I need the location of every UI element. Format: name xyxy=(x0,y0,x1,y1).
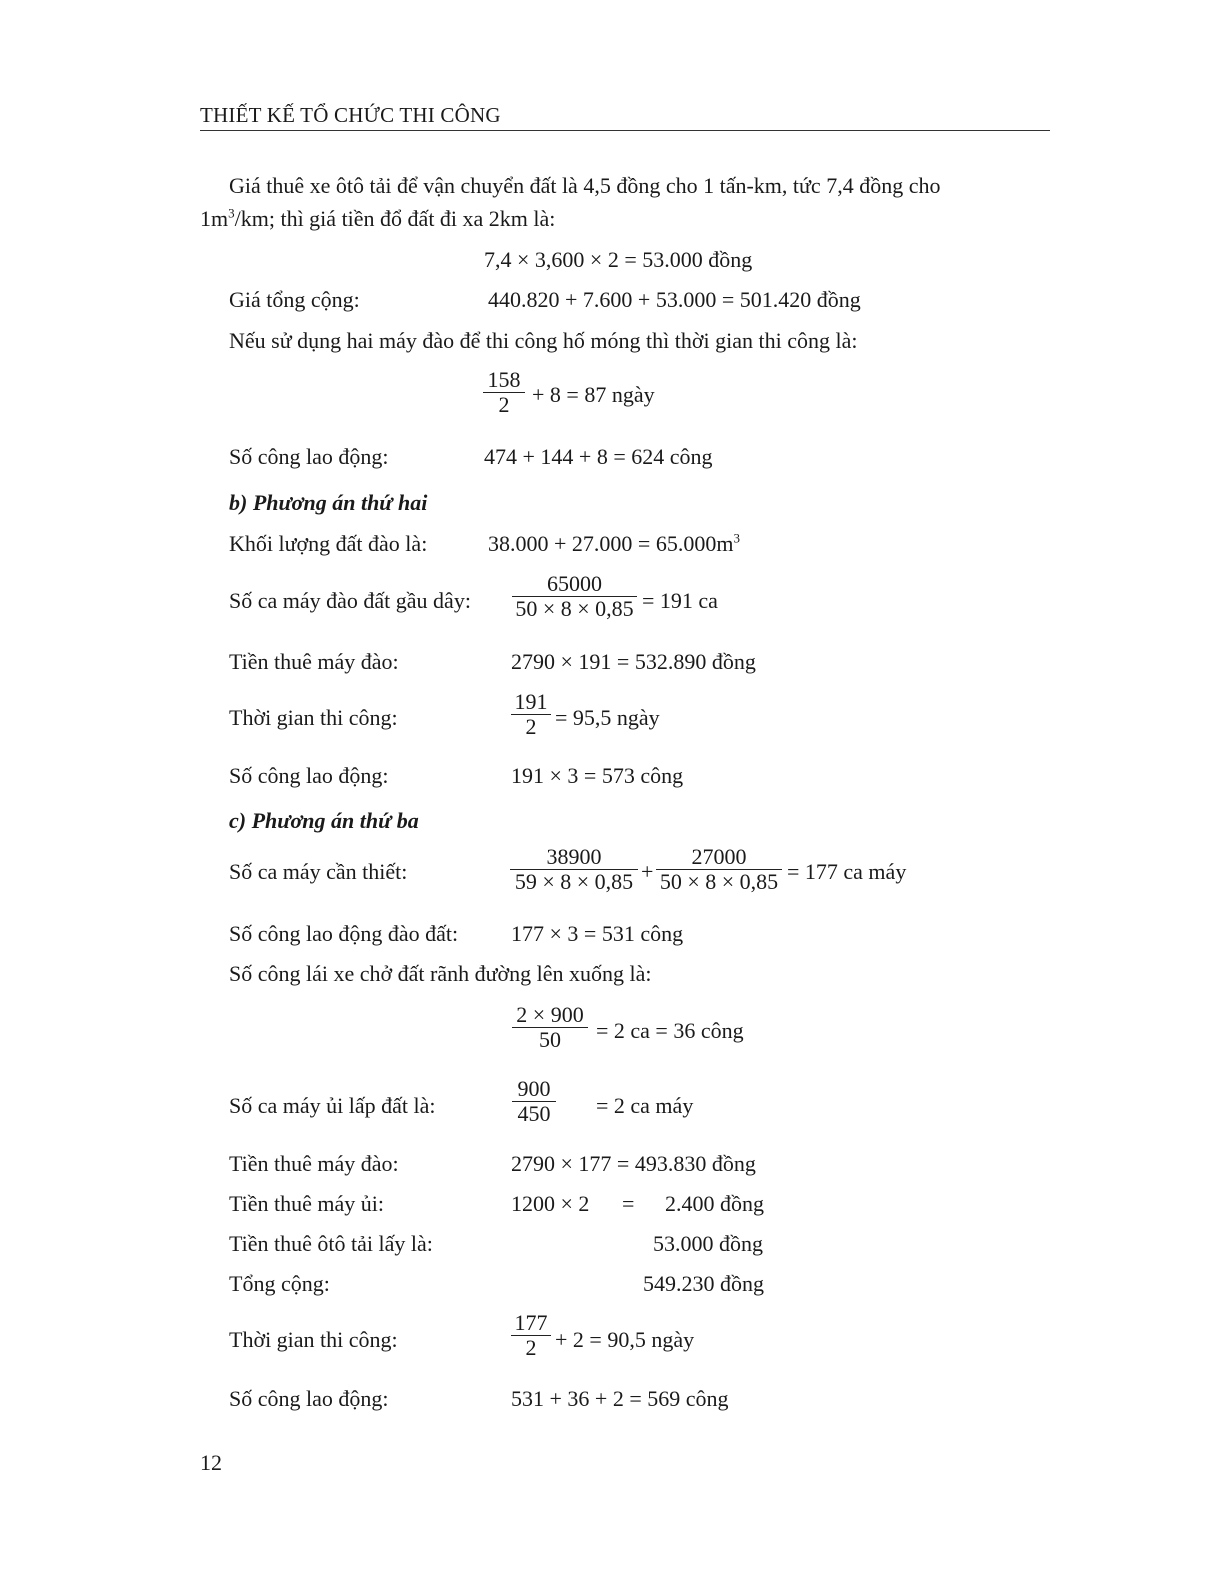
fraction-numerator: 191 xyxy=(514,689,548,714)
c-rent-truck-value: 53.000 đồng xyxy=(653,1231,763,1256)
fraction-numerator: 900 xyxy=(517,1076,551,1101)
two-machines-result: + 8 = 87 ngày xyxy=(532,382,655,407)
section-b-heading: b) Phương án thứ hai xyxy=(229,490,428,515)
b-shifts-result: = 191 ca xyxy=(642,588,718,613)
c-drive-fraction xyxy=(512,1003,588,1052)
b-time-result: = 95,5 ngày xyxy=(555,705,660,730)
b-labor-label: Số công lao động: xyxy=(229,763,389,788)
c-rent-bull-label: Tiền thuê máy ủi: xyxy=(229,1191,385,1216)
total-label: Giá tổng cộng: xyxy=(229,287,360,312)
c-bull-result: = 2 ca máy xyxy=(596,1093,694,1118)
fraction-denominator: 2 xyxy=(511,714,551,739)
fraction-numerator: 177 xyxy=(514,1310,548,1335)
labor-1-label: Số công lao động: xyxy=(229,444,389,469)
c-bull-fraction xyxy=(512,1077,556,1126)
c-sum-label: Tổng cộng: xyxy=(229,1271,330,1296)
fraction-denominator: 50 × 8 × 0,85 xyxy=(656,869,782,894)
c-dig-label: Số công lao động đào đất: xyxy=(229,921,459,946)
c-time-fraction xyxy=(511,1311,551,1360)
intro-unit-exponent: 3 xyxy=(228,205,235,221)
fraction-denominator: 2 xyxy=(511,1335,551,1360)
c-plus-sign: + xyxy=(641,859,654,884)
fraction-denominator: 450 xyxy=(512,1101,556,1126)
fraction-denominator: 50 xyxy=(512,1027,588,1052)
c-time-label: Thời gian thi công: xyxy=(229,1327,398,1352)
running-header: THIẾT KẾ TỔ CHỨC THI CÔNG xyxy=(200,103,501,127)
c-rent-truck-label: Tiền thuê ôtô tải lấy là: xyxy=(229,1231,433,1256)
b-shifts-label: Số ca máy đào đất gầu dây: xyxy=(229,588,471,613)
c-rent-exc-label: Tiền thuê máy đào: xyxy=(229,1151,399,1176)
fraction-denominator: 59 × 8 × 0,85 xyxy=(510,869,638,894)
b-rent-value: 2790 × 191 = 532.890 đồng xyxy=(511,649,756,674)
two-machines-fraction xyxy=(483,368,525,417)
b-time-fraction xyxy=(511,690,551,739)
intro-line-2-text: /km; thì giá tiền đổ đất đi xa 2km là: xyxy=(234,206,556,231)
b-shifts-fraction xyxy=(512,572,637,621)
b-volume-label: Khối lượng đất đào là: xyxy=(229,531,428,556)
c-dig-value: 177 × 3 = 531 công xyxy=(511,921,684,946)
fraction-numerator: 2 × 900 xyxy=(516,1002,584,1027)
fraction-numerator: 65000 xyxy=(547,571,602,596)
c-shifts-result: = 177 ca máy xyxy=(787,859,907,884)
fraction-numerator: 27000 xyxy=(691,844,747,869)
c-sum-value: 549.230 đồng xyxy=(643,1271,764,1296)
header-rule xyxy=(200,130,1050,131)
c-bull-label: Số ca máy ủi lấp đất là: xyxy=(229,1093,436,1118)
fraction-numerator: 158 xyxy=(487,367,521,392)
section-c-heading: c) Phương án thứ ba xyxy=(229,808,419,833)
labor-1-value: 474 + 144 + 8 = 624 công xyxy=(484,444,713,469)
fraction-denominator: 50 × 8 × 0,85 xyxy=(512,596,637,621)
c-rent-exc-value: 2790 × 177 = 493.830 đồng xyxy=(511,1151,756,1176)
truck-cost-calc: 7,4 × 3,600 × 2 = 53.000 đồng xyxy=(484,247,753,272)
c-drive-text: Số công lái xe chở đất rãnh đường lên xuống là: xyxy=(229,961,652,986)
c-time-result: + 2 = 90,5 ngày xyxy=(555,1327,695,1352)
b-volume-value xyxy=(488,531,740,557)
fraction-numerator: 38900 xyxy=(546,844,602,869)
two-machines-text: Nếu sử dụng hai máy đào để thi công hố móng thì thời gian thi công là: xyxy=(229,328,858,353)
b-volume-text: 38.000 + 27.000 = 65.000m xyxy=(488,531,734,556)
c-fraction-2 xyxy=(656,845,782,894)
b-rent-label: Tiền thuê máy đào: xyxy=(229,649,399,674)
intro-unit: 1m xyxy=(200,206,229,231)
intro-line-1: Giá thuê xe ôtô tải để vận chuyển đất là 4,5 đồng cho 1 tấn-km, tức 7,4 đồng cho xyxy=(229,173,941,198)
b-volume-exponent: 3 xyxy=(733,530,740,546)
c-rent-bull-b: 2.400 đồng xyxy=(665,1191,764,1216)
c-labor-label: Số công lao động: xyxy=(229,1386,389,1411)
c-shifts-label: Số ca máy cần thiết: xyxy=(229,859,408,884)
page-number: 12 xyxy=(200,1450,222,1475)
c-rent-bull-a: 1200 × 2 xyxy=(511,1191,590,1216)
c-drive-result: = 2 ca = 36 công xyxy=(596,1018,744,1043)
fraction-denominator: 2 xyxy=(483,392,525,417)
b-labor-value: 191 × 3 = 573 công xyxy=(511,763,684,788)
intro-line-2 xyxy=(200,206,555,232)
c-rent-bull-eq: = xyxy=(622,1191,635,1216)
total-value: 440.820 + 7.600 + 53.000 = 501.420 đồng xyxy=(488,287,861,312)
c-fraction-1 xyxy=(510,845,638,894)
b-time-label: Thời gian thi công: xyxy=(229,705,398,730)
c-labor-value: 531 + 36 + 2 = 569 công xyxy=(511,1386,729,1411)
